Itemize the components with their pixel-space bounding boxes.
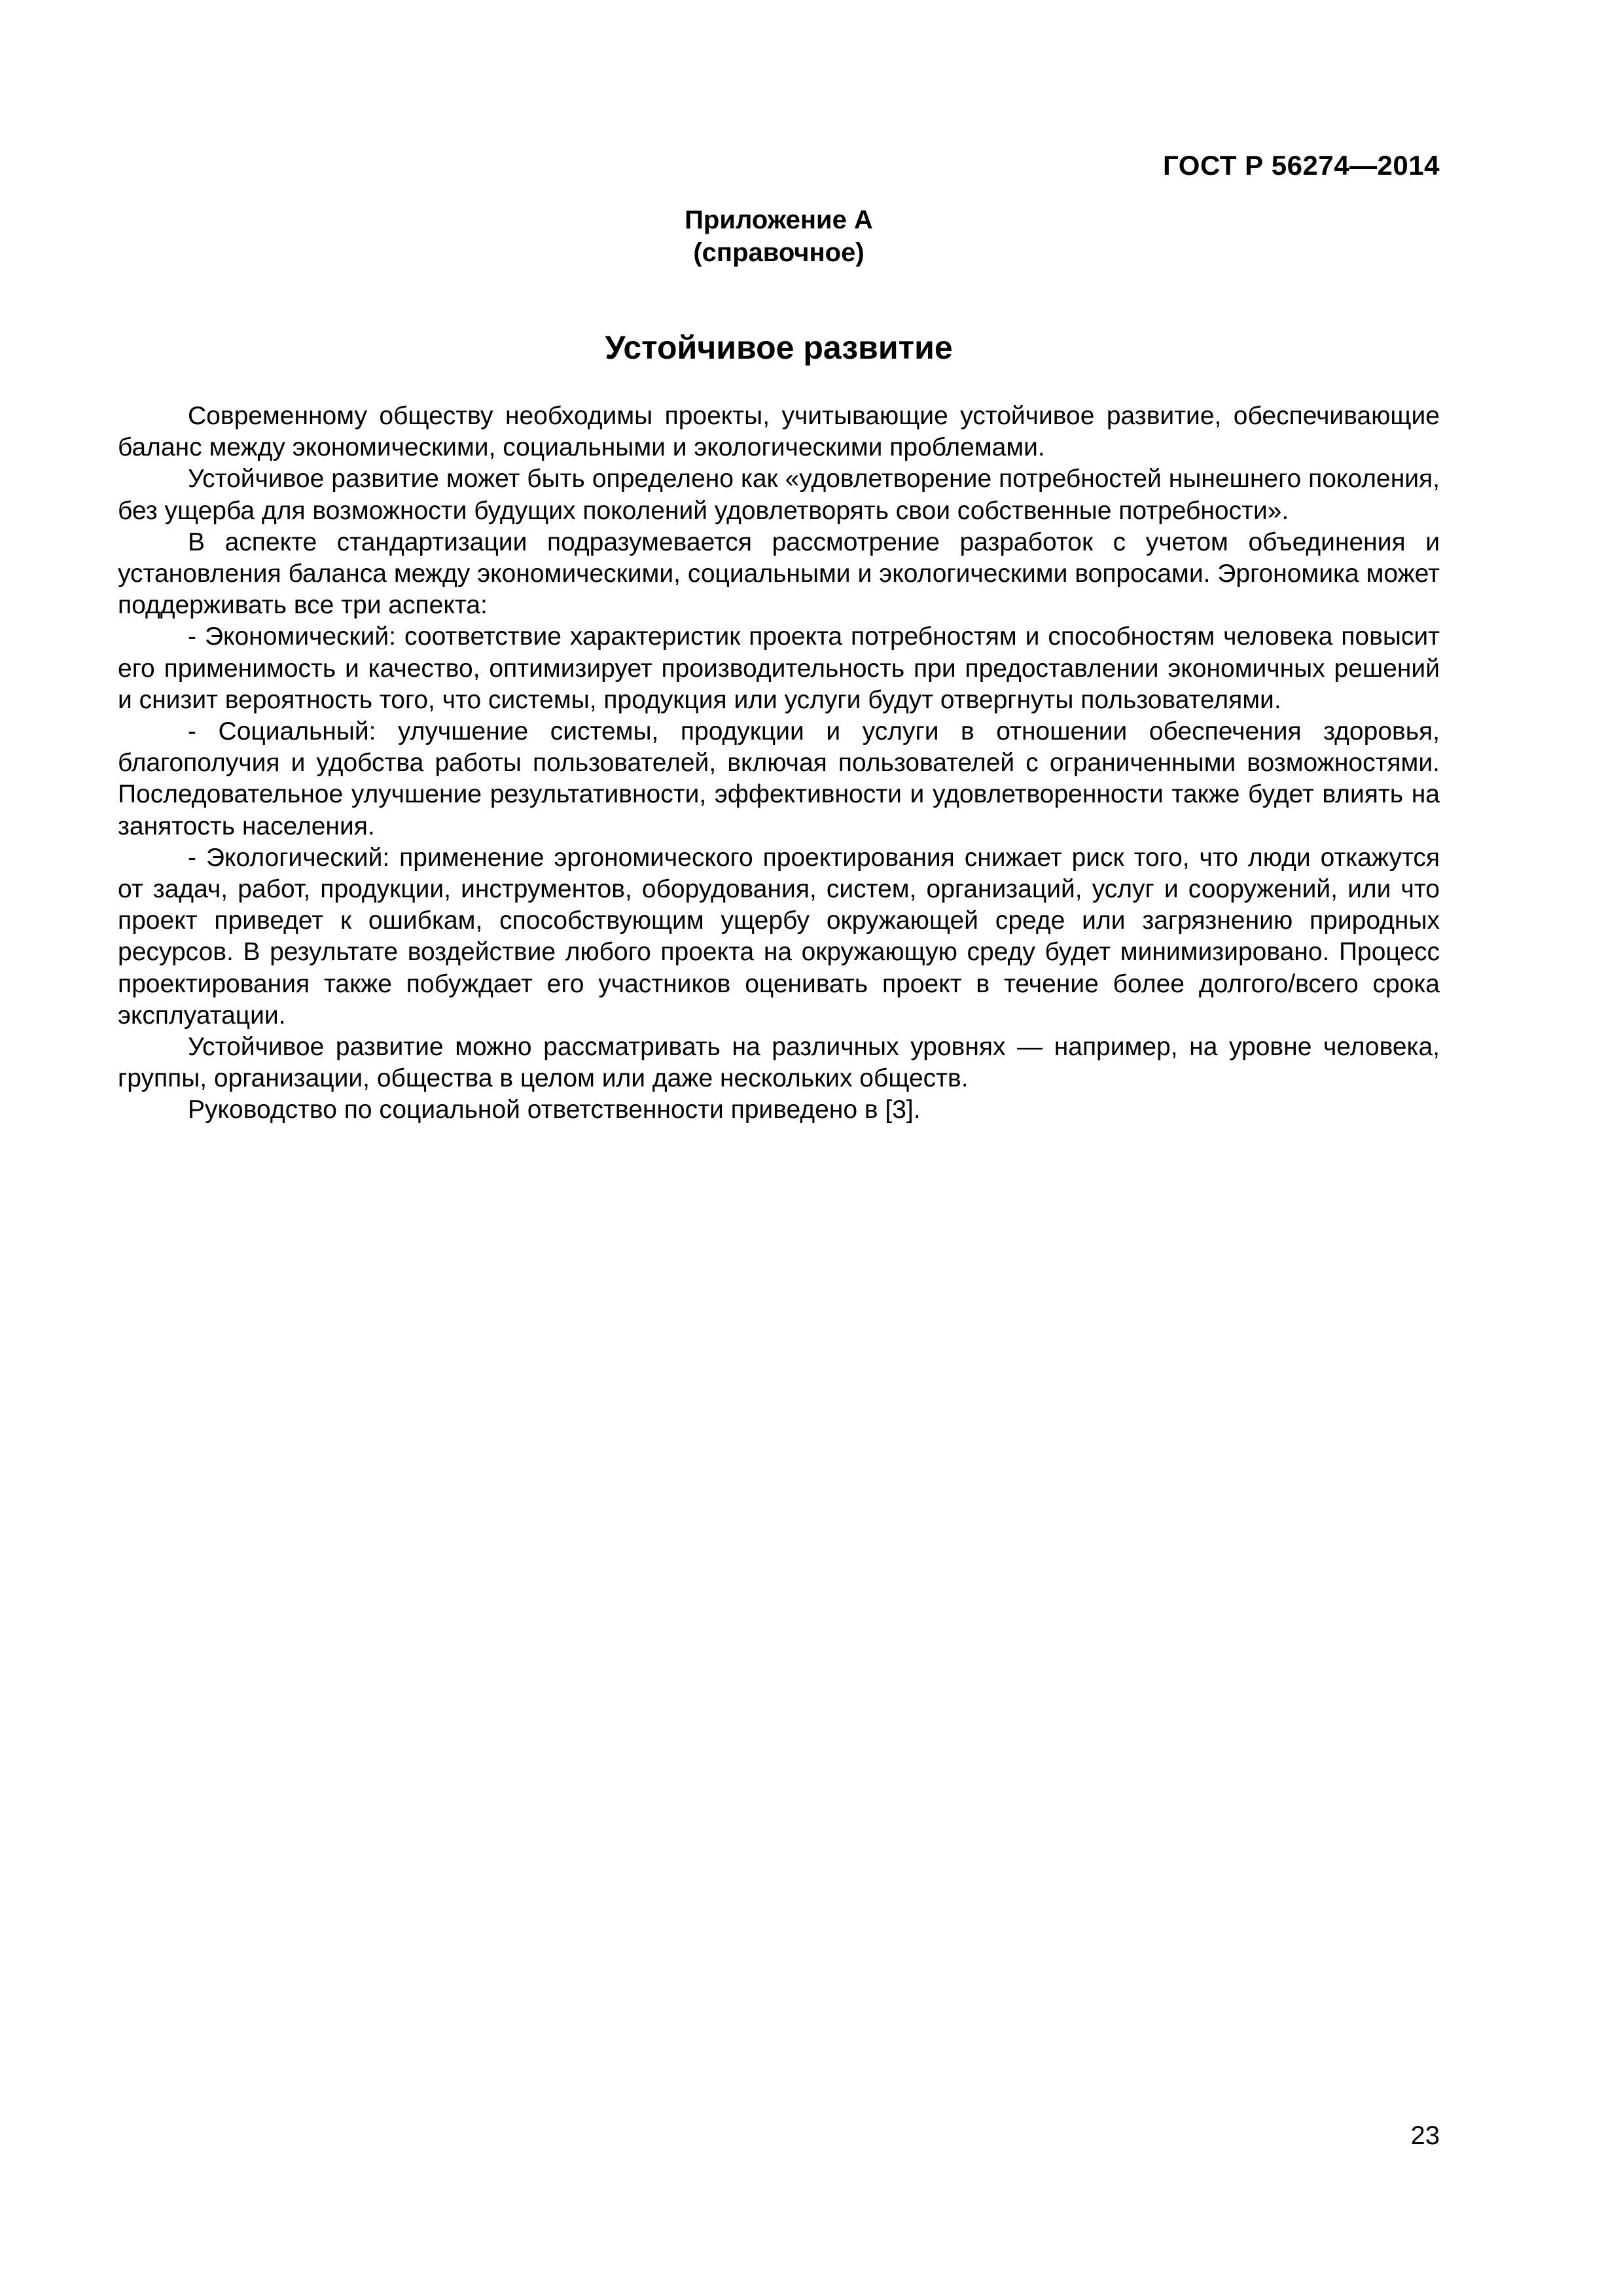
- paragraph-levels: Устойчивое развитие можно рассматривать на различных уровнях — например, на уровне человека, группы, организации, общества в целом или даже нескольких обществ.: [118, 1033, 1440, 1093]
- paragraph-reference: Руководство по социальной ответственности приведено в [3].: [188, 1096, 921, 1124]
- paragraph-ecological: - Экологический: применение эргономического проектирования снижает риск того, что люди откажутся от задач, работ, продукции, инструментов, оборудования, систем, организаций, услуг и сооружений, или что проект приведет к ошибкам, способствующим ущербу окружающей среде или загрязнению природных ресурсов. В результате воздействие любого проекта на окружающую среду будет минимизировано. Процесс проектирования также побуждает его участников оценивать проект в течение более долгого/всего срока эксплуатации.: [118, 843, 1440, 1030]
- paragraph-social: - Социальный: улучшение системы, продукции и услуги в отношении обеспечения здоровья, благополучия и удобства работы пользователей, включая пользователей с ограниченными возможностями. Последовательное улучшение результативности, эффективности и удовлетворенности также будет влиять на занятость населения.: [118, 717, 1440, 840]
- paragraph-definition: Устойчивое развитие может быть определено как «удовлетворение потребностей нынешнего поколения, без ущерба для возможности будущих поколений удовлетворять свои собственные потребности».: [118, 465, 1440, 525]
- annex-title: Приложение А: [685, 206, 873, 234]
- annex-note: (справочное): [693, 238, 865, 267]
- section-title: Устойчивое развитие: [605, 329, 953, 366]
- body-text: [118, 401, 1440, 1126]
- document-code: ГОСТ Р 56274—2014: [1163, 150, 1440, 181]
- paragraph-standardization: В аспекте стандартизации подразумевается рассмотрение разработок с учетом объединения и установления баланса между экономическими, социальными и экологическими вопросами. Эргономика может поддерживать все три аспекта:: [118, 528, 1440, 620]
- page-number: 23: [1410, 2121, 1440, 2150]
- paragraph-economic: - Экономический: соответствие характеристик проекта потребностям и способностям человека повысит его применимость и качество, оптимизирует производительность при предоставлении экономичных решений и снизит вероятность того, что системы, продукция или услуги будут отвергнуты пользователями.: [118, 622, 1440, 714]
- paragraph-intro: Современному обществу необходимы проекты, учитывающие устойчивое развитие, обеспечивающие баланс между экономическими, социальными и экологическими проблемами.: [118, 402, 1440, 462]
